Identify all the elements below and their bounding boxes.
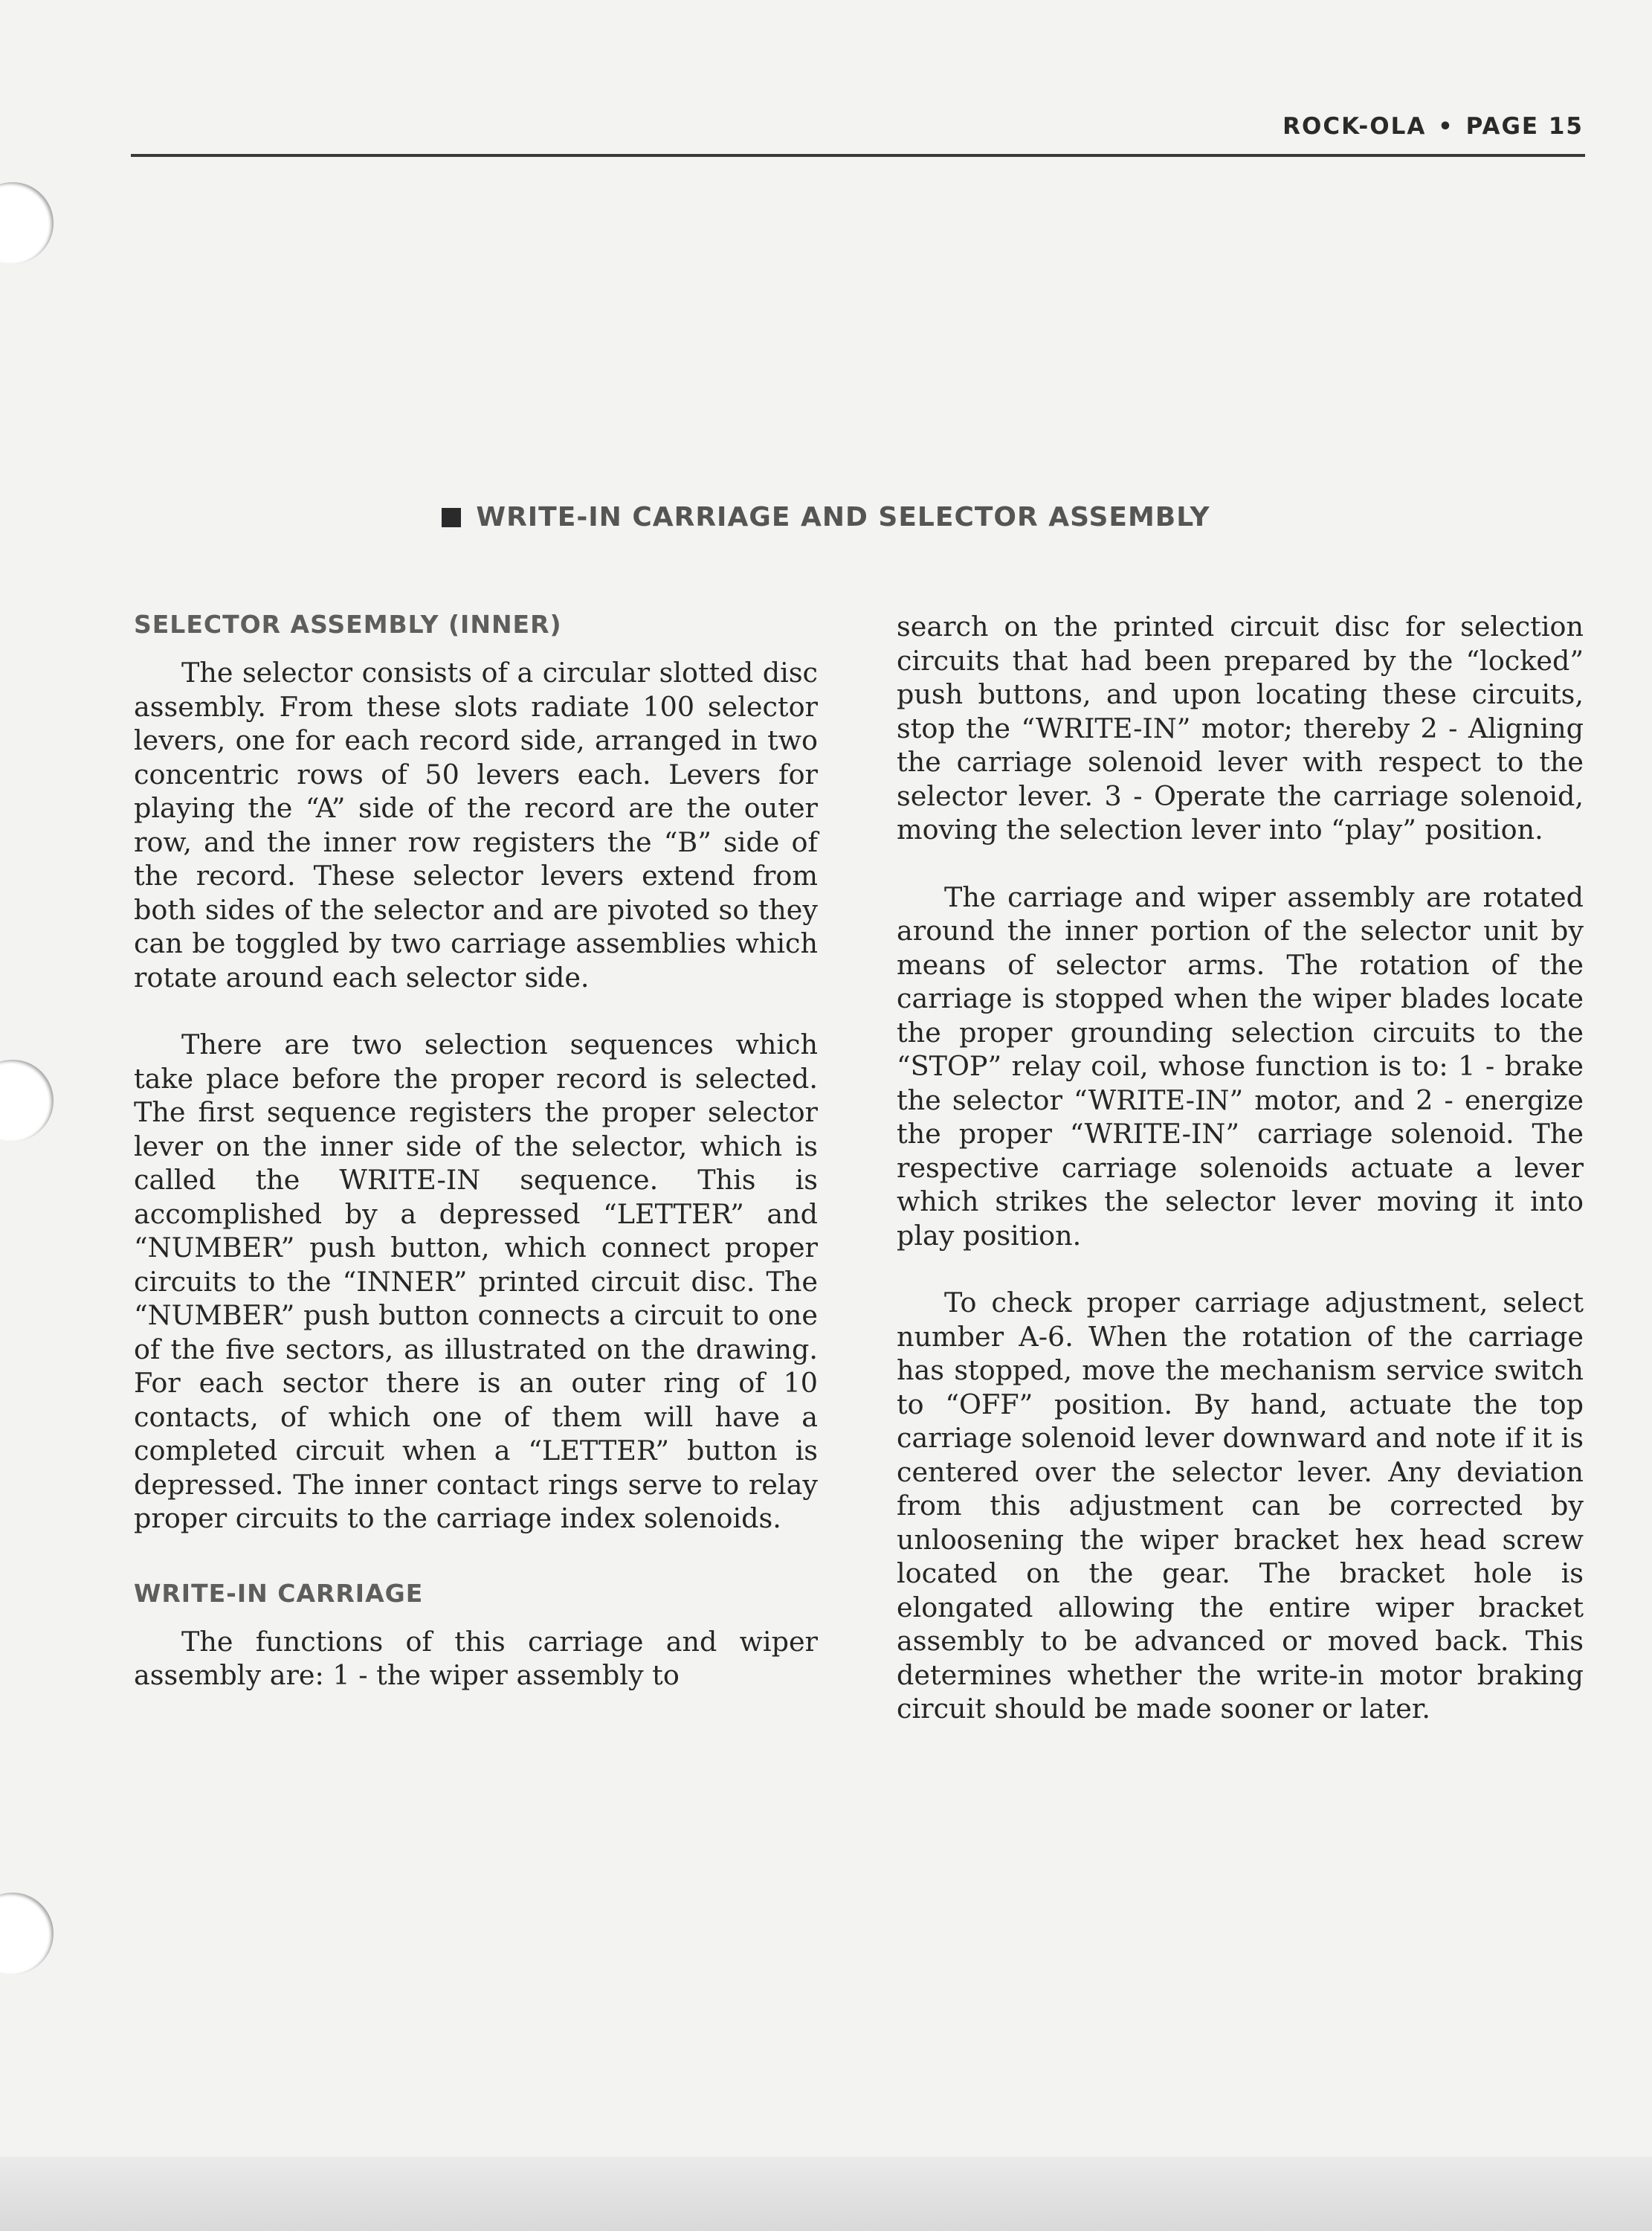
header-brand: ROCK-OLA [1282,113,1427,140]
paragraph: There are two selection sequences which take place before the proper record is selected. The first sequence registers the proper selector lever on the inner side of the selector, which is called the WRITE-IN sequence. This is accomplished by a depressed “LETTER” and “NUMBER” push button, which connect proper circuits to the “INNER” printed circuit disc. The “NUMBER” push button connects a circuit to one of the five sectors, as illustrated on the drawing. For each sector there is an outer ring of 10 contacts, of which one of them will have a completed circuit when a “LETTER” button is depressed. The inner contact rings serve to relay proper circuits to the carriage index solenoids. [134,1028,818,1534]
left-column [134,610,818,1693]
paragraph: To check proper carriage adjustment, select number A-6. When the rotation of the carriage has stopped, move the mechanism service switch to “OFF” position. By hand, actuate the top carriage solenoid lever downward and note if it is centered over the selector lever. Any deviation from this adjustment can be corrected by unloosening the wiper bracket hex head screw located on the gear. The bracket hole is elongated allowing the entire wiper bracket assembly to be advanced or moved back. This determines whether the write-in motor braking circuit should be made sooner or later. [897,1287,1584,1725]
binder-hole-middle [0,1060,54,1142]
binder-hole-bottom [0,1893,54,1974]
paragraph: The carriage and wiper assembly are rotated around the inner portion of the selector unit by means of selector arms. The rotation of the carriage is stopped when the wiper blades locate the proper grounding selection circuits to the “STOP” relay coil, whose function is to: 1 - brake the selector “WRITE-IN” motor, and 2 - energize the proper “WRITE-IN” carriage solenoid. The respective carriage solenoids actuate a lever which strikes the selector lever moving it into play position. [897,881,1584,1252]
heading-write-in-carriage: WRITE-IN CARRIAGE [134,1578,424,1608]
binder-hole-top [0,182,54,264]
paragraph: search on the printed circuit disc for selection circuits that had been prepared by the “locked” push buttons, and upon locating these circuits, stop the “WRITE-IN” motor; thereby 2 - Aligning the carriage solenoid lever with respect to the selector lever. 3 - Operate the carriage solenoid, moving the selection lever into “play” position. [897,611,1584,846]
header-page-number: PAGE 15 [1465,113,1584,140]
right-column [897,610,1584,1726]
section-title [0,502,1652,532]
section-title-text: WRITE-IN CARRIAGE AND SELECTOR ASSEMBLY [476,502,1210,532]
bullet-square-icon [442,508,461,527]
header-rule [131,154,1585,157]
header-separator: • [1438,113,1454,140]
paragraph: The selector consists of a circular slotted disc assembly. From these slots radiate 100 selector levers, one for each record side, arranged in two concentric rows of 50 levers each. Levers for playing the “A” side of the record are the outer row, and the inner row registers the “B” side of the record. These selector levers extend from both sides of the selector and are pivoted so they can be toggled by two carriage assemblies which rotate around each selector side. [134,657,818,994]
running-header [1282,113,1584,140]
paragraph: The functions of this carriage and wiper assembly are: 1 - the wiper assembly to [134,1625,818,1691]
heading-selector-assembly: SELECTOR ASSEMBLY (INNER) [134,610,562,639]
scan-bottom-edge [0,2157,1652,2231]
